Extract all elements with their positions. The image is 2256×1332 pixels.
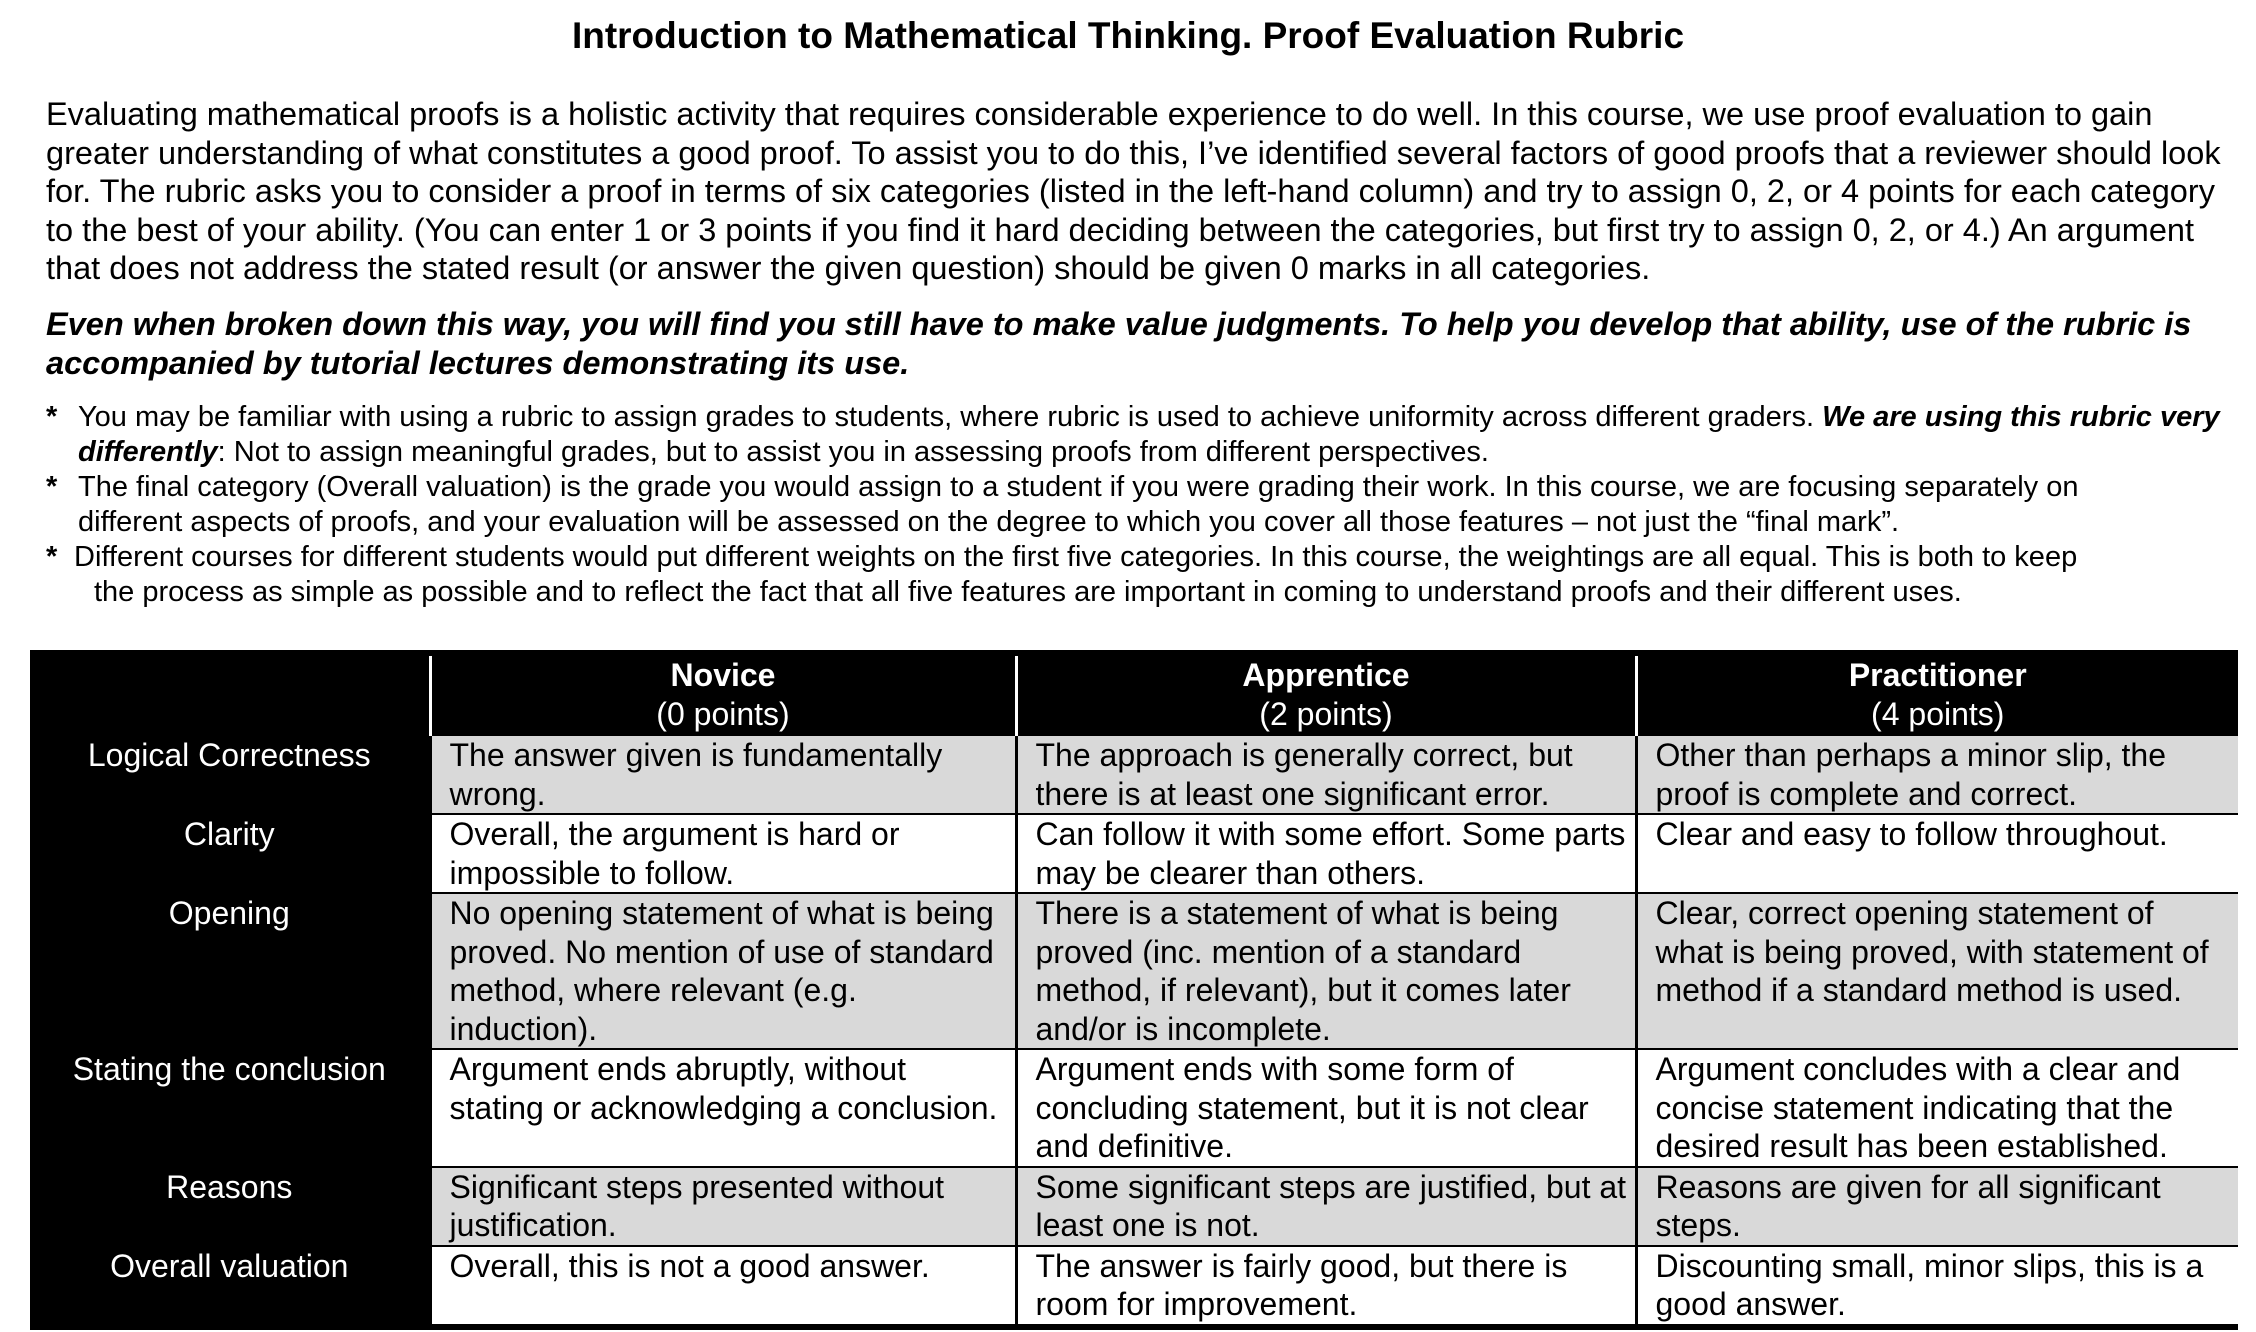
novice-cell: Overall, this is not a good answer. (430, 1246, 1016, 1327)
category-cell: Opening (30, 893, 430, 1049)
note-1-emphasis: We are using this rubric very differently (78, 401, 2220, 468)
table-row (30, 1246, 2238, 1327)
header-level-points: (4 points) (1871, 695, 2005, 732)
category-cell: Reasons (30, 1167, 430, 1246)
emphasis-paragraph: Even when broken down this way, you will find you still have to make value judgments. To help you develop that ability, use of the rubric is accompanied by tutorial lectures demonstrating its use. (46, 306, 2192, 381)
note-1-text: You may be familiar with using a rubric to assign grades to students, where rubric is used to achieve uniformity across different graders. (78, 401, 1815, 433)
header-apprentice (1016, 653, 1636, 736)
note-3-line-2: the process as simple as possible and to reflect the fact that all five features are important in coming to understand proofs and their different uses. (94, 576, 1962, 608)
category-cell: Stating the conclusion (30, 1049, 430, 1167)
apprentice-cell: The approach is generally correct, but there is at least one significant error. (1016, 736, 1636, 814)
practitioner-cell: Discounting small, minor slips, this is a good answer. (1636, 1246, 2238, 1327)
practitioner-cell: Reasons are given for all significant steps. (1636, 1167, 2238, 1246)
apprentice-cell: There is a statement of what is being proved (inc. mention of a standard method, if relevant), but it comes later and/or is incomplete. (1016, 893, 1636, 1049)
page-title: Introduction to Mathematical Thinking. Proof Evaluation Rubric (571, 15, 1685, 56)
header-novice (430, 653, 1016, 736)
novice-cell: No opening statement of what is being proved. No mention of use of standard method, where relevant (e.g. induction). (430, 893, 1016, 1049)
rubric-table (30, 650, 2238, 1330)
table-row (30, 1167, 2238, 1246)
category-cell: Clarity (30, 814, 430, 893)
note-3-line-1: Different courses for different students would put different weights on the first five categories. In this course, the weightings are all equal. This is both to keep (74, 541, 2078, 573)
table-row (30, 814, 2238, 893)
novice-cell: The answer given is fundamentally wrong. (430, 736, 1016, 814)
practitioner-cell: Clear, correct opening statement of what is being proved, with statement of method if a standard method is used. (1636, 893, 2238, 1049)
note-item (46, 470, 2231, 540)
header-level-points: (0 points) (656, 695, 790, 732)
novice-cell: Overall, the argument is hard or impossible to follow. (430, 814, 1016, 893)
table-row (30, 736, 2238, 814)
apprentice-cell: Some significant steps are justified, but at least one is not. (1016, 1167, 1636, 1246)
novice-cell: Significant steps presented without justification. (430, 1167, 1016, 1246)
apprentice-cell: Argument ends with some form of concluding statement, but it is not clear and definitive. (1016, 1049, 1636, 1167)
header-level-name: Novice (670, 657, 776, 693)
practitioner-cell: Argument concludes with a clear and concise statement indicating that the desired result has been established. (1636, 1049, 2238, 1167)
header-corner (30, 653, 430, 736)
note-2-line-1: The final category (Overall valuation) is the grade you would assign to a student if you were grading their work. In this course, we are focusing separately on (78, 471, 2079, 503)
header-practitioner (1636, 653, 2238, 736)
note-1-rest: : Not to assign meaningful grades, but to assist you in assessing proofs from different perspectives. (217, 436, 1489, 468)
note-2-line-2: different aspects of proofs, and your evaluation will be assessed on the degree to which you cover all those features – not just the “final mark”. (78, 506, 1900, 538)
category-cell: Logical Correctness (30, 736, 430, 814)
category-cell: Overall valuation (30, 1246, 430, 1327)
table-row (30, 893, 2238, 1049)
header-level-name: Apprentice (1242, 657, 1410, 693)
practitioner-cell: Clear and easy to follow throughout. (1636, 814, 2238, 893)
header-level-name: Practitioner (1848, 657, 2027, 693)
practitioner-cell: Other than perhaps a minor slip, the proof is complete and correct. (1636, 736, 2238, 814)
intro-paragraph: Evaluating mathematical proofs is a holistic activity that requires considerable experience to do well. In this course, we use proof evaluation to gain greater understanding of what constitutes a good proof. To assist you to do this, I’ve identified several factors of good proofs that a reviewer should look for. The rubric asks you to consider a proof in terms of six categories (listed in the left-hand column) and try to assign 0, 2, or 4 points for each category to the best of your ability. (You can enter 1 or 3 points if you find it hard deciding between the categories, but first try to assign 0, 2, or 4.) An argument that does not address the stated result (or answer the given question) should be given 0 marks in all categories. (46, 96, 2221, 286)
notes-list (46, 400, 2231, 610)
apprentice-cell: The answer is fairly good, but there is room for improvement. (1016, 1246, 1636, 1327)
note-item (46, 540, 2231, 610)
apprentice-cell: Can follow it with some effort. Some parts may be clearer than others. (1016, 814, 1636, 893)
bullet-star: * (46, 541, 58, 573)
note-item (46, 400, 2231, 470)
novice-cell: Argument ends abruptly, without stating or acknowledging a conclusion. (430, 1049, 1016, 1167)
table-header-row (30, 653, 2238, 736)
table-row (30, 1049, 2238, 1167)
bullet-star: * (46, 401, 58, 433)
header-level-points: (2 points) (1259, 695, 1393, 732)
bullet-star: * (46, 471, 58, 503)
